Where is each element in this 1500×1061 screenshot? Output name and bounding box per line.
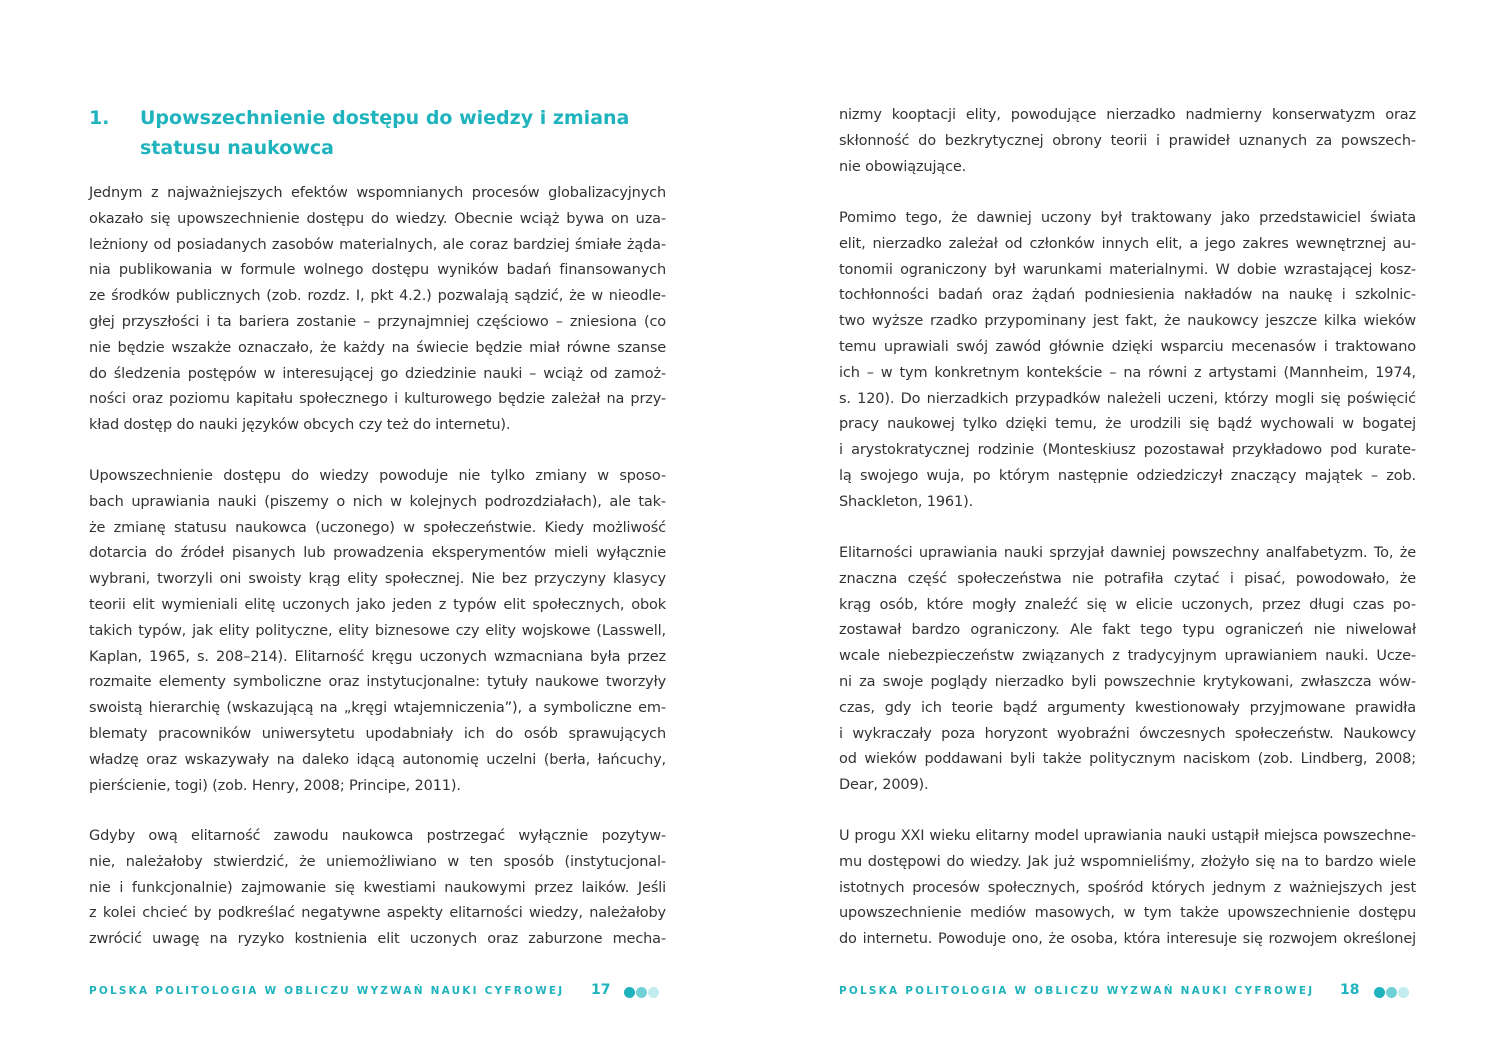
- text-line: i wykraczały poza horyzont wyobraźni ówczesnych społeczeństw. Naukowcy: [839, 725, 1416, 742]
- text-line: nie obowiązujące.: [839, 158, 967, 175]
- text-line: Dear, 2009).: [839, 777, 929, 794]
- section-title-line-2: statusu naukowca: [140, 137, 334, 159]
- text-line: tochłonności badań oraz żądań podniesienia nakładów na naukę i szkolnic-: [839, 287, 1416, 304]
- text-line: tonomii ograniczony był warunkami materialnymi. W dobie wzrastającej kosz-: [839, 261, 1416, 278]
- text-line: Elitarności uprawiania nauki sprzyjał dawniej powszechny analfabetyzm. To, że: [839, 545, 1416, 561]
- text-line: Jednym z najważniejszych efektów wspomnianych procesów globalizacyjnych: [89, 185, 666, 201]
- text-line: do internetu. Powoduje ono, że osoba, która interesuje się rozwojem określonej: [839, 931, 1416, 948]
- text-line: bach uprawiania nauki (piszemy o nich w kolejnych podrozdziałach), ale tak-: [89, 493, 666, 510]
- text-line: Kaplan, 1965, s. 208–214). Elitarność kręgu uczonych wzmacniana była przez: [89, 648, 666, 665]
- text-line: two wyższe rzadko przypominany jest fakt, że naukowcy jeszcze kilka wieków: [839, 313, 1416, 330]
- running-footer-right: POLSKA POLITOLOGIA W OBLICZU WYZWAŃ NAUKI CYFROWEJ: [839, 985, 1315, 997]
- text-line: dotarcia do źródeł pisanych lub prowadzenia eksperymentów mieli wyłącznie: [89, 545, 666, 562]
- text-line: rozmaite elementy symboliczne oraz instytucjonalne: tytuły naukowe tworzyły: [89, 674, 666, 691]
- left-paragraph-2: [89, 464, 666, 799]
- text-line: istotnych procesów społecznych, spośród których jednym z ważniejszych jest: [839, 879, 1416, 896]
- right-paragraph-2: [839, 206, 1416, 516]
- text-line: Pomimo tego, że dawniej uczony był traktowany jako przedstawiciel świata: [839, 210, 1416, 226]
- text-line: lą swojego wuja, po którym następnie odziedziczył znaczący majątek – zob.: [839, 467, 1416, 484]
- text-line: głej przyszłości i ta bariera zostanie – przynajmniej częściowo – zniesiona (co: [89, 313, 666, 330]
- page-number-left: 17: [591, 982, 611, 998]
- text-line: ności oraz poziomu kapitału społecznego i kulturowego będzie zależał na przy-: [89, 391, 666, 408]
- text-line: elit, nierzadko zależał od członków innych elit, a jego zakres wewnętrznej au-: [839, 235, 1416, 252]
- dot-mid: [1386, 987, 1397, 998]
- dot-light: [648, 987, 659, 998]
- text-line: skłonność do bezkrytycznej obrony teorii i prawideł uznanych za powszech-: [839, 132, 1416, 149]
- text-line: nie będzie wszakże oznaczało, że każdy na świecie będzie miał równe szanse: [89, 339, 666, 356]
- text-line: okazało się upowszechnienie dostępu do wiedzy. Obecnie wciąż bywa on uza-: [89, 210, 666, 227]
- left-paragraph-1: [89, 181, 666, 439]
- section-title-line-1: Upowszechnienie dostępu do wiedzy i zmiana: [140, 107, 630, 129]
- text-line: wcale niebezpieczeństw związanych z tradycyjnym uprawianiem nauki. Ucze-: [839, 648, 1416, 665]
- left-paragraph-3: [89, 824, 666, 953]
- text-line: U progu XXI wieku elitarny model uprawiania nauki ustąpił miejsca powszechne-: [839, 828, 1416, 844]
- text-line: blematy pracowników uniwersytetu upodabniały ich do osób sprawujących: [89, 725, 666, 742]
- text-line: pierścienie, togi) (zob. Henry, 2008; Principe, 2011).: [89, 777, 461, 794]
- dot-dark: [1374, 987, 1385, 998]
- text-line: leżniony od posiadanych zasobów materialnych, ale coraz bardziej śmiałe żąda-: [89, 236, 666, 253]
- dot-light: [1398, 987, 1409, 998]
- dot-dark: [624, 987, 635, 998]
- text-line: nizmy kooptacji elity, powodujące nierzadko nadmierny konserwatyzm oraz: [839, 107, 1416, 123]
- right-paragraph-3: [839, 541, 1416, 799]
- text-line: s. 120). Do nierzadkich przypadków należeli uczeni, którzy mogli się poświęcić: [839, 390, 1416, 407]
- text-line: i arystokratycznej rodzinie (Monteskiusz pozostawał przykładowo pod kurate-: [839, 442, 1416, 459]
- text-line: władzę oraz wskazywały na daleko idącą autonomię uczelni (berła, łańcuchy,: [89, 751, 666, 768]
- text-line: Upowszechnienie dostępu do wiedzy powoduje nie tylko zmiany w sposo-: [89, 468, 666, 484]
- text-line: zwrócić uwagę na ryzyko kostnienia elit uczonych oraz zaburzone mecha-: [89, 931, 666, 948]
- text-line: ni za swoje poglądy nierzadko byli powszechnie krytykowani, zwłaszcza wów-: [839, 673, 1416, 690]
- text-line: nia publikowania w formule wolnego dostępu wyników badań finansowanych: [89, 262, 666, 279]
- right-paragraph-1: [839, 103, 1416, 180]
- text-line: kład dostęp do nauki języków obcych czy też do internetu).: [89, 417, 511, 434]
- text-line: Shackleton, 1961).: [839, 493, 974, 510]
- text-line: zostawał bardzo ograniczony. Ale fakt tego typu ograniczeń nie niwelował: [839, 622, 1416, 639]
- text-line: pracy naukowej tylko dzięki temu, że urodzili się bądź wychowali w bogatej: [839, 416, 1416, 433]
- running-footer-left: POLSKA POLITOLOGIA W OBLICZU WYZWAŃ NAUKI CYFROWEJ: [89, 985, 565, 997]
- text-line: że zmianę statusu naukowca (uczonego) w społeczeństwie. Kiedy możliwość: [89, 519, 666, 536]
- text-line: teorii elit wymieniali elitę uczonych jako jeden z typów elit społecznych, obok: [89, 596, 666, 613]
- page-number-right: 18: [1340, 982, 1360, 998]
- text-line: temu uprawiali swój zawód głównie dzięki wsparciu mecenasów i traktowano: [839, 338, 1416, 355]
- right-paragraph-4: [839, 824, 1416, 953]
- section-title: [140, 103, 660, 163]
- text-line: Gdyby ową elitarność zawodu naukowca postrzegać wyłącznie pozytyw-: [89, 828, 666, 844]
- text-line: znaczna część społeczeństwa nie potrafiła czytać i pisać, powodowało, że: [839, 570, 1416, 587]
- text-line: mu dostępowi do wiedzy. Jak już wspomnieliśmy, złożyło się na to bardzo wiele: [839, 853, 1416, 870]
- text-line: ich – w tym konkretnym kontekście – na równi z artystami (Mannheim, 1974,: [839, 364, 1416, 381]
- text-line: do śledzenia postępów w interesującej go dziedzinie nauki – wciąż od zamoż-: [89, 365, 666, 382]
- text-line: czas, gdy ich teorie bądź argumenty kwestionowały przyjmowane prawidła: [839, 699, 1416, 716]
- text-line: upowszechnienie mediów masowych, w tym także upowszechnienie dostępu: [839, 905, 1416, 922]
- text-line: nie, należałoby stwierdzić, że uniemożliwiano w ten sposób (instytucjonal-: [89, 853, 666, 870]
- text-line: krąg osób, które mogły znaleźć się w elicie uczonych, przez długi czas po-: [839, 596, 1416, 613]
- page-dots-left: [624, 987, 664, 999]
- text-line: z kolei chcieć by podkreślać negatywne aspekty elitarności wiedzy, należałoby: [89, 905, 666, 922]
- page-dots-right: [1374, 987, 1414, 999]
- right-page: [750, 0, 1500, 1061]
- text-line: wybrani, tworzyli oni swoisty krąg elity społecznej. Nie bez przyczyny klasycy: [89, 571, 666, 588]
- text-line: ze środków publicznych (zob. rozdz. I, pkt 4.2.) pozwalają sądzić, że w nieodle-: [89, 288, 666, 305]
- section-number: 1.: [89, 107, 110, 129]
- dot-mid: [636, 987, 647, 998]
- text-line: swoistą hierarchię (wskazującą na „kręgi wtajemniczenia”), a symboliczne em-: [89, 700, 666, 717]
- text-line: od wieków poddawani byli także politycznym naciskom (zob. Lindberg, 2008;: [839, 751, 1416, 768]
- text-line: nie i funkcjonalnie) zajmowanie się kwestiami naukowymi przez laików. Jeśli: [89, 879, 666, 896]
- text-line: takich typów, jak elity polityczne, elity biznesowe czy elity wojskowe (Lasswell,: [89, 622, 666, 639]
